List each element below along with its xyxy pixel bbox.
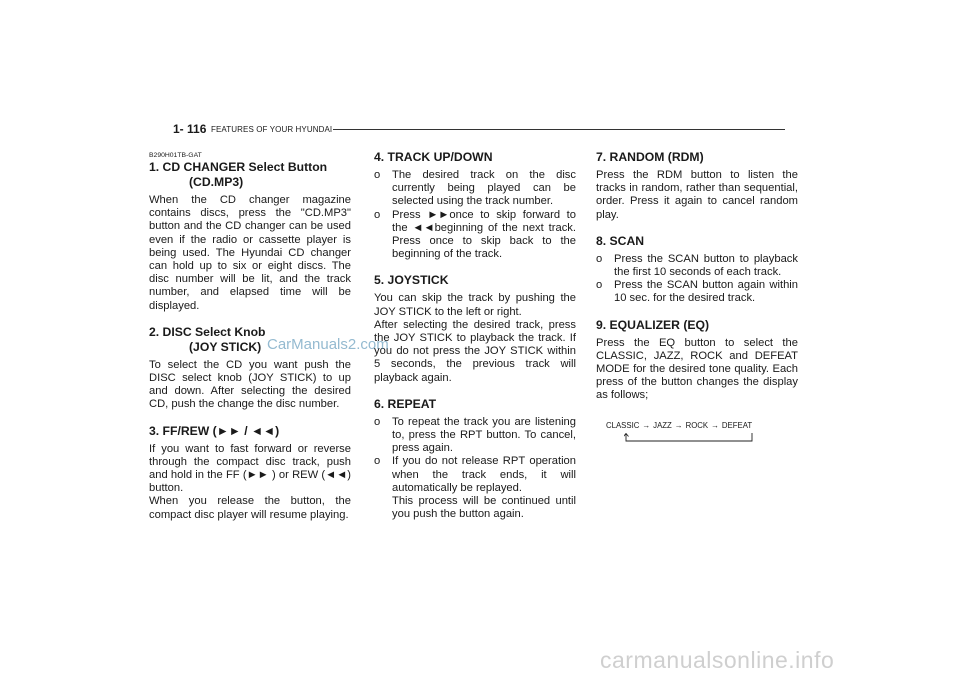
list-item <box>374 209 576 262</box>
bullet-mark: o <box>374 208 381 221</box>
list-item <box>374 169 576 209</box>
ff-rew-text-2: When you release the button, the compact disc player will resume playing. <box>149 495 351 521</box>
heading-joystick: 5. JOYSTICK <box>374 273 449 288</box>
heading-ff-rew: 3. FF/REW (►► / ◄◄) <box>149 423 280 438</box>
heading-equalizer: 9. EQUALIZER (EQ) <box>596 317 710 332</box>
arrow-right-icon: → <box>674 421 683 430</box>
disc-select-text: To select the CD you want push the DISC select knob (JOY STICK) to up and down. After selecting the desired CD, push the change the disc number. <box>149 358 351 411</box>
section-name: FEATURES OF YOUR HYUNDAI <box>211 125 333 134</box>
eq-mode-sequence <box>606 421 752 430</box>
list-item-text: Press ►►once to skip forward to the ◄◄beginning of the next track. Press once to skip back to the beginning of the track. <box>392 208 576 261</box>
equalizer-text: Press the EQ button to select the CLASSIC, JAZZ, ROCK and DEFEAT MODE for the desired tone quality. Each press of the button changes the display as follows; <box>596 336 798 402</box>
random-text: Press the RDM button to listen the tracks in random, rather than sequential, order. Press it again to cancel random play. <box>596 169 798 221</box>
repeat-list <box>374 416 576 522</box>
list-item-text: The desired track on the disc currently being played can be selected using the track number. <box>392 169 576 208</box>
heading-cd-changer-line1: 1. CD CHANGER Select Button <box>149 160 328 174</box>
eq-mode-flow <box>606 421 786 451</box>
footer-watermark: carmanualsonline.info <box>600 647 835 673</box>
joystick-text <box>374 292 576 384</box>
list-item <box>374 455 576 521</box>
heading-track-updown: 4. TRACK UP/DOWN <box>374 150 493 164</box>
list-item <box>374 416 576 456</box>
eq-mode-defeat: DEFEAT <box>721 421 753 430</box>
joystick-text-2: After selecting the desired track, press the JOY STICK to playback the track. If you do not press the JOY STICK within 5 seconds, the previous track will playback again. <box>374 318 576 384</box>
heading-repeat: 6. REPEAT <box>374 396 437 411</box>
eq-mode-classic: CLASSIC <box>606 421 640 430</box>
page-number: 1- 116 <box>173 122 207 136</box>
list-item-text: Press the SCAN button again within 10 sec. for the desired track. <box>614 279 798 305</box>
list-item-text: If you do not release RPT operation when the track ends, it will automatically be replayed. <box>392 455 576 494</box>
heading-disc-select-line1: 2. DISC Select Knob <box>149 324 266 339</box>
site-watermark: CarManuals2.com <box>267 336 389 353</box>
list-item <box>596 279 798 305</box>
eq-mode-jazz: JAZZ <box>653 421 672 430</box>
arrow-right-icon: → <box>642 421 651 430</box>
heading-disc-select-line2: (JOY STICK) <box>189 339 262 354</box>
scan-list <box>596 253 798 306</box>
track-updown-list <box>374 169 576 261</box>
list-item-text: Press the SCAN button to playback the first 10 seconds of each track. <box>614 252 798 279</box>
ff-rew-text <box>149 443 351 522</box>
ff-rew-text-1: If you want to fast forward or reverse through the compact disc track, push and hold in the FF (►► ) or REW (◄◄) button. <box>149 442 351 495</box>
bullet-mark: o <box>374 415 381 428</box>
joystick-text-1: You can skip the track by pushing the JOY STICK to the left or right. <box>374 292 576 318</box>
bullet-mark: o <box>374 455 381 468</box>
loop-back-arrow-icon <box>624 433 754 443</box>
list-item-text: To repeat the track you are listening to, press the RPT button. To cancel, press again. <box>392 415 576 455</box>
eq-mode-rock: ROCK <box>685 421 709 430</box>
heading-cd-changer-line2: (CD.MP3) <box>189 175 244 189</box>
heading-random: 7. RANDOM (RDM) <box>596 150 704 164</box>
column-middle <box>374 150 576 533</box>
heading-scan: 8. SCAN <box>596 233 645 248</box>
heading-cd-changer <box>149 160 351 190</box>
bullet-mark: o <box>596 252 603 265</box>
bullet-mark: o <box>374 169 381 181</box>
page-header <box>173 123 785 135</box>
column-right <box>596 150 798 415</box>
document-code: B290H01TB-GAT <box>149 152 202 159</box>
cd-changer-text: When the CD changer magazine contains discs, press the "CD.MP3" button and the CD changer can be used even if the radio or cassette player is being used. The Hyundai CD changer can hold up to six or eight discs. The disc number will be lit, and the track number, and elapsed time will be displayed. <box>149 194 351 312</box>
list-item-text-continued: This process will be continued until you push the button again. <box>392 495 576 521</box>
header-rule <box>333 129 785 130</box>
bullet-mark: o <box>596 279 603 292</box>
arrow-right-icon: → <box>711 421 719 430</box>
list-item <box>596 253 798 279</box>
